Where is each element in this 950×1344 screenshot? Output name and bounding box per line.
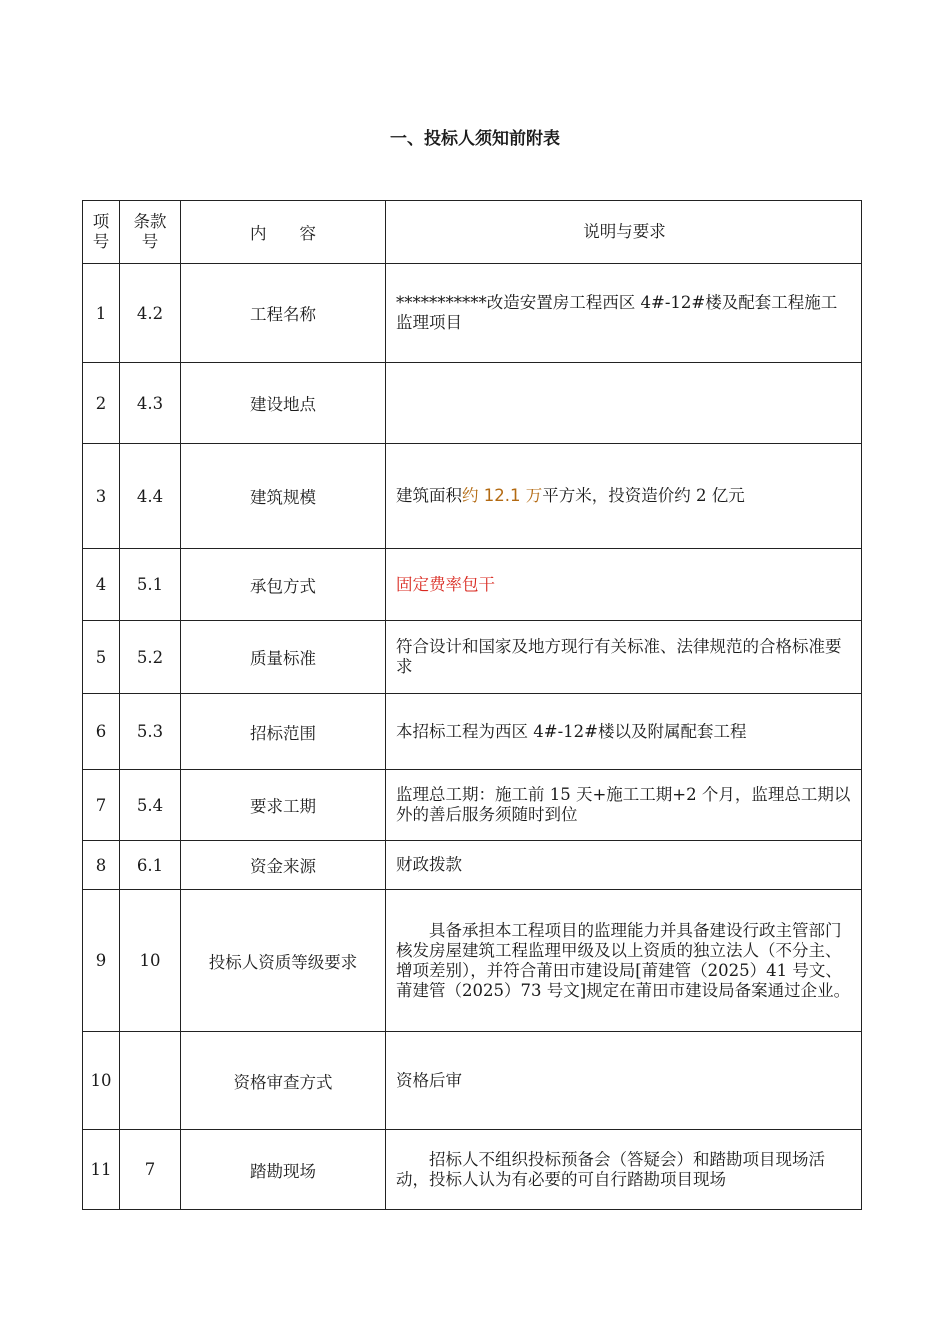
- row-no: 10: [83, 1032, 120, 1130]
- page-title: 一、投标人须知前附表: [390, 129, 560, 149]
- row-no: 3: [83, 444, 120, 549]
- header-content: 内 容: [181, 201, 386, 264]
- row-description: [386, 363, 862, 444]
- row-description: 本招标工程为西区 4#-12#楼以及附属配套工程: [386, 694, 862, 770]
- row-clause: 4.4: [120, 444, 181, 549]
- row-description: 招标人不组织投标预备会（答疑会）和踏勘项目现场活动，投标人认为有必要的可自行踏勘项目现场: [386, 1130, 862, 1210]
- row-item: 资金来源: [181, 841, 386, 890]
- row-item: 招标范围: [181, 694, 386, 770]
- row-description: [386, 444, 862, 549]
- row-clause: 5.1: [120, 549, 181, 621]
- header-item-no-label: 项号: [92, 212, 110, 251]
- building-area-rest: 平方米，投资造价约 2 亿元: [542, 486, 745, 505]
- table-row: [83, 444, 862, 549]
- row-no: 8: [83, 841, 120, 890]
- bidder-instructions-table: [82, 200, 862, 1210]
- row-clause: 10: [120, 890, 181, 1032]
- row-clause: 4.2: [120, 264, 181, 363]
- row-description: 符合设计和国家及地方现行有关标准、法律规范的合格标准要求: [386, 621, 862, 694]
- row-no: 9: [83, 890, 120, 1032]
- row-description: 具备承担本工程项目的监理能力并具备建设行政主管部门核发房屋建筑工程监理甲级及以上资质的独立法人（不分主、增项差别），并符合莆田市建设局[莆建管（2025）41 号文、莆建管（2025）73 号文]规定在莆田市建设局备案通过企业。: [386, 890, 862, 1032]
- table-row: [83, 363, 862, 444]
- row-item: 承包方式: [181, 549, 386, 621]
- row-clause: [120, 1032, 181, 1130]
- row-no: 5: [83, 621, 120, 694]
- row-description: 财政拨款: [386, 841, 862, 890]
- table-row: [83, 549, 862, 621]
- table-row: [83, 1130, 862, 1210]
- row-clause: 5.4: [120, 770, 181, 841]
- row-no: 2: [83, 363, 120, 444]
- row-item: 建筑规模: [181, 444, 386, 549]
- header-clause-no: [120, 201, 181, 264]
- header-clause-no-label: 条款号: [133, 212, 167, 251]
- row-item: 质量标准: [181, 621, 386, 694]
- table-row: [83, 770, 862, 841]
- row-clause: 4.3: [120, 363, 181, 444]
- row-item: 建设地点: [181, 363, 386, 444]
- table-row: [83, 694, 862, 770]
- row-clause: 5.2: [120, 621, 181, 694]
- table-row: [83, 621, 862, 694]
- table-row: [83, 890, 862, 1032]
- row-item: 要求工期: [181, 770, 386, 841]
- building-area-label: 建筑面积: [396, 486, 462, 505]
- header-item-no: [83, 201, 120, 264]
- table-row: [83, 841, 862, 890]
- row-no: 7: [83, 770, 120, 841]
- table-row: [83, 1032, 862, 1130]
- table-row: [83, 264, 862, 363]
- row-item: 踏勘现场: [181, 1130, 386, 1210]
- row-no: 4: [83, 549, 120, 621]
- row-item: 资格审查方式: [181, 1032, 386, 1130]
- header-description: 说明与要求: [386, 201, 862, 264]
- row-description: 资格后审: [386, 1032, 862, 1130]
- row-clause: 7: [120, 1130, 181, 1210]
- row-description: 固定费率包干: [386, 549, 862, 621]
- row-item: 投标人资质等级要求: [181, 890, 386, 1032]
- row-no: 1: [83, 264, 120, 363]
- row-no: 6: [83, 694, 120, 770]
- building-area-value: 约 12.1 万: [462, 486, 543, 505]
- table-header-row: [83, 201, 862, 264]
- row-item: 工程名称: [181, 264, 386, 363]
- row-description: 监理总工期：施工前 15 天+施工工期+2 个月，监理总工期以外的善后服务须随时到位: [386, 770, 862, 841]
- row-no: 11: [83, 1130, 120, 1210]
- row-description: ***********改造安置房工程西区 4#-12#楼及配套工程施工监理项目: [386, 264, 862, 363]
- row-clause: 6.1: [120, 841, 181, 890]
- row-clause: 5.3: [120, 694, 181, 770]
